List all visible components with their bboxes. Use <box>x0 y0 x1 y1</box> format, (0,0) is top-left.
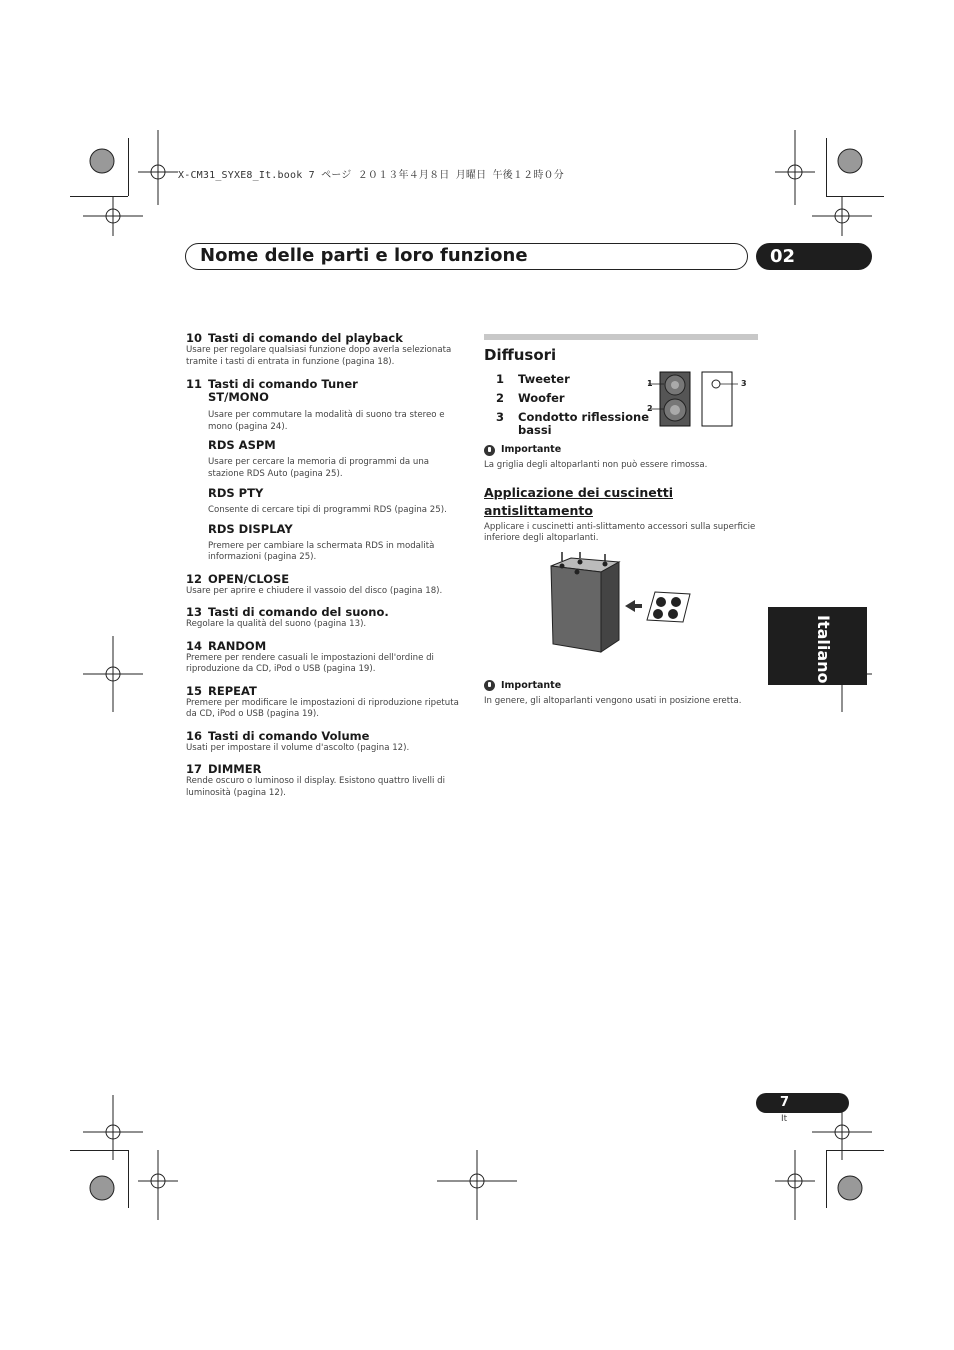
sub-desc: Usare per cercare la memoria di programmi da una stazione RDS Auto (pagina 25). <box>208 457 430 479</box>
item-16: 16 Tasti di comando Volume Usati per impostare il volume d'ascolto (pagina 12). <box>186 730 462 755</box>
sub-title: RDS ASPM <box>208 438 276 452</box>
list-item: 3 Condotto riflessione bassi <box>496 410 650 437</box>
subsection-title: Applicazione dei cuscinetti antislittamento <box>484 484 673 518</box>
section-rule <box>484 334 758 340</box>
item-12: 12 OPEN/CLOSE Usare per aprire e chiudere il vassoio del disco (pagina 18). <box>186 573 462 598</box>
item-14: 14 RANDOM Premere per rendere casuali le impostazioni dell'ordine di riproduzione da CD, iPod o USB (pagina 19). <box>186 640 462 676</box>
print-info: X-CM31_SYXE8_It.book 7 ページ ２０１３年４月８日 月曜日 午後１２時０分 <box>178 170 564 181</box>
item-desc: Usati per impostare il volume d'ascolto (pagina 12). <box>186 742 410 753</box>
important-text: La griglia degli altoparlanti non può essere rimossa. <box>484 460 708 470</box>
item-15: 15 REPEAT Premere per modificare le impostazioni di riproduzione ripetuta da CD, iPod o USB (pagina 19). <box>186 685 462 721</box>
item-10: 10 Tasti di comando del playback Usare per regolare qualsiasi funzione dopo averla selezionata tramite i tasti di entrata in funzione (pagina 18). <box>186 332 462 368</box>
important-text: In genere, gli altoparlanti vengono usati in posizione eretta. <box>484 695 742 706</box>
section-title: Diffusori <box>484 346 557 364</box>
item-desc: Premere per rendere casuali le impostazioni dell'ordine di riproduzione da CD, iPod o USB (pagina 19). <box>186 652 434 674</box>
sub-desc: Premere per cambiare la schermata RDS in modalità informazioni (pagina 25). <box>208 540 435 562</box>
item-title: Tasti di comando Volume <box>208 728 370 743</box>
item-title: Tasti di comando del suono. <box>208 605 389 619</box>
sub-title: RDS DISPLAY <box>208 521 293 536</box>
item-desc: Regolare la qualità del suono (pagina 13). <box>186 619 367 629</box>
page-number: 7 <box>756 1093 849 1113</box>
item-title: RANDOM <box>208 638 267 653</box>
item-title: Tasti di comando Tuner <box>208 377 358 391</box>
sub-title: RDS PTY <box>208 486 264 500</box>
language-label: Italiano <box>814 615 833 684</box>
callout-1: 1 <box>647 379 653 388</box>
important-note-2: Importante In genere, gli altoparlanti vengono usati in posizione eretta. <box>484 679 758 708</box>
callout-2: 2 <box>647 404 653 413</box>
sub-title: ST/MONO <box>208 390 269 404</box>
page-lang: It <box>781 1114 788 1124</box>
sub-desc: Consente di cercare tipi di programmi RDS (pagina 25). <box>208 505 447 515</box>
list-item: 2 Woofer <box>496 391 565 405</box>
chapter-badge: 02 <box>756 243 872 270</box>
item-17: 17 DIMMER Rende oscuro o luminoso il display. Esistono quattro livelli di luminosità (pagina 12). <box>186 763 462 799</box>
important-icon <box>484 445 495 456</box>
item-title: DIMMER <box>208 762 262 776</box>
speaker-diagram <box>640 370 752 430</box>
item-title: REPEAT <box>208 683 257 698</box>
list-item: 1 Tweeter <box>496 372 570 386</box>
item-11: 11 Tasti di comando Tuner ST/MONO Usare per commutare la modalità di suono tra stereo e mono (pagina 24). RDS ASPM Usare per cercare la memoria di programmi da una stazione RDS Auto (pagina 25). RDS PTY Consente di cercare tipi di programmi RDS (pagina 25). RDS DISPLAY Premere per cambiare la schermata RDS in modalità informazioni (pagina 25). <box>186 378 462 564</box>
antislip-pads-diagram <box>545 552 695 656</box>
left-column <box>186 332 462 799</box>
item-13: 13 Tasti di comando del suono. Regolare la qualità del suono (pagina 13). <box>186 606 462 631</box>
callout-3: 3 <box>741 379 747 388</box>
sub-desc: Usare per commutare la modalità di suono tra stereo e mono (pagina 24). <box>208 410 445 432</box>
page-title: Nome delle parti e loro funzione <box>200 245 528 266</box>
item-title: OPEN/CLOSE <box>208 571 290 586</box>
subsection-desc: Applicare i cuscinetti anti-slittamento accessori sulla superficie inferiore degli altoparlanti. <box>484 521 756 543</box>
language-tab <box>768 607 867 685</box>
item-desc: Usare per regolare qualsiasi funzione dopo averla selezionata tramite i tasti di entrata in funzione (pagina 18). <box>186 345 452 367</box>
item-title: Tasti di comando del playback <box>208 331 403 345</box>
item-desc: Usare per aprire e chiudere il vassoio del disco (pagina 18). <box>186 585 443 596</box>
item-desc: Rende oscuro o luminoso il display. Esistono quattro livelli di luminosità (pagina 12). <box>186 776 446 798</box>
item-desc: Premere per modificare le impostazioni di riproduzione ripetuta da CD, iPod o USB (pagina 19). <box>186 697 459 719</box>
important-note-1: Importante La griglia degli altoparlanti non può essere rimossa. <box>484 443 758 472</box>
important-icon <box>484 680 495 691</box>
